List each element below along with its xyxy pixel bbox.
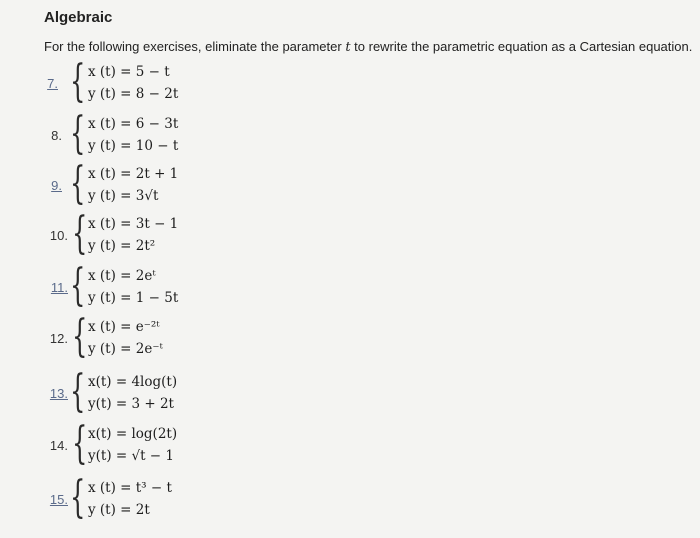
equation-y: y(t) = √t − 1 [88,448,174,464]
system-brace: { [72,208,88,259]
system-brace: { [70,158,86,209]
equation-y: y (t) = 2t [88,502,150,518]
exercise-number: 12. [49,331,68,346]
exercise-item [0,158,300,210]
exercise-number-link[interactable]: 15. [49,492,68,507]
system-brace: { [70,472,86,523]
equation-y: y (t) = 2e⁻ᵗ [88,341,163,357]
equation-x: x(t) = 4log(t) [88,374,178,390]
exercise-item [0,108,300,160]
system-brace: { [70,56,86,107]
instructions-text [44,39,692,55]
system-brace: { [70,366,86,417]
exercise-number: 14. [49,438,68,453]
exercise-number-link[interactable]: 11. [50,280,68,295]
exercise-number: 8. [51,128,62,143]
equation-x: x (t) = 6 − 3t [88,116,179,132]
equation-x: x (t) = t³ − t [88,480,172,496]
exercise-item [0,366,300,418]
instructions-before: For the following exercises, eliminate the parameter [44,39,346,54]
equation-y: y(t) = 3 + 2t [88,396,174,412]
equation-x: x (t) = 3t − 1 [88,216,179,232]
equation-y: y (t) = 2t² [88,238,156,254]
exercise-item [0,472,300,524]
equation-y: y (t) = 10 − t [88,138,179,154]
exercise-number-link[interactable]: 13. [49,386,68,401]
equation-x: x(t) = log(2t) [88,426,178,442]
exercise-item [0,260,300,312]
equation-y: y (t) = 3√t [88,188,159,204]
equation-y: y (t) = 1 − 5t [88,290,179,306]
system-brace: { [72,418,88,469]
exercise-item [0,56,300,108]
equation-x: x (t) = 2eᵗ [88,268,156,284]
exercise-item [0,418,300,470]
equation-x: x (t) = 2t + 1 [88,166,179,182]
parameter-variable: t [345,40,351,55]
exercise-number: 10. [49,228,68,243]
exercise-number-link[interactable]: 9. [51,178,62,193]
system-brace: { [72,311,88,362]
system-brace: { [70,108,86,159]
exercise-item [0,311,300,363]
section-heading: Algebraic [44,9,113,26]
instructions-after: to rewrite the parametric equation as a Cartesian equation. [350,39,693,54]
exercise-number-link[interactable]: 7. [47,76,58,91]
system-brace: { [70,260,86,311]
equation-x: x (t) = 5 − t [88,64,170,80]
equation-x: x (t) = e⁻²ᵗ [88,319,160,335]
equation-y: y (t) = 8 − 2t [88,86,179,102]
exercise-item [0,208,300,260]
